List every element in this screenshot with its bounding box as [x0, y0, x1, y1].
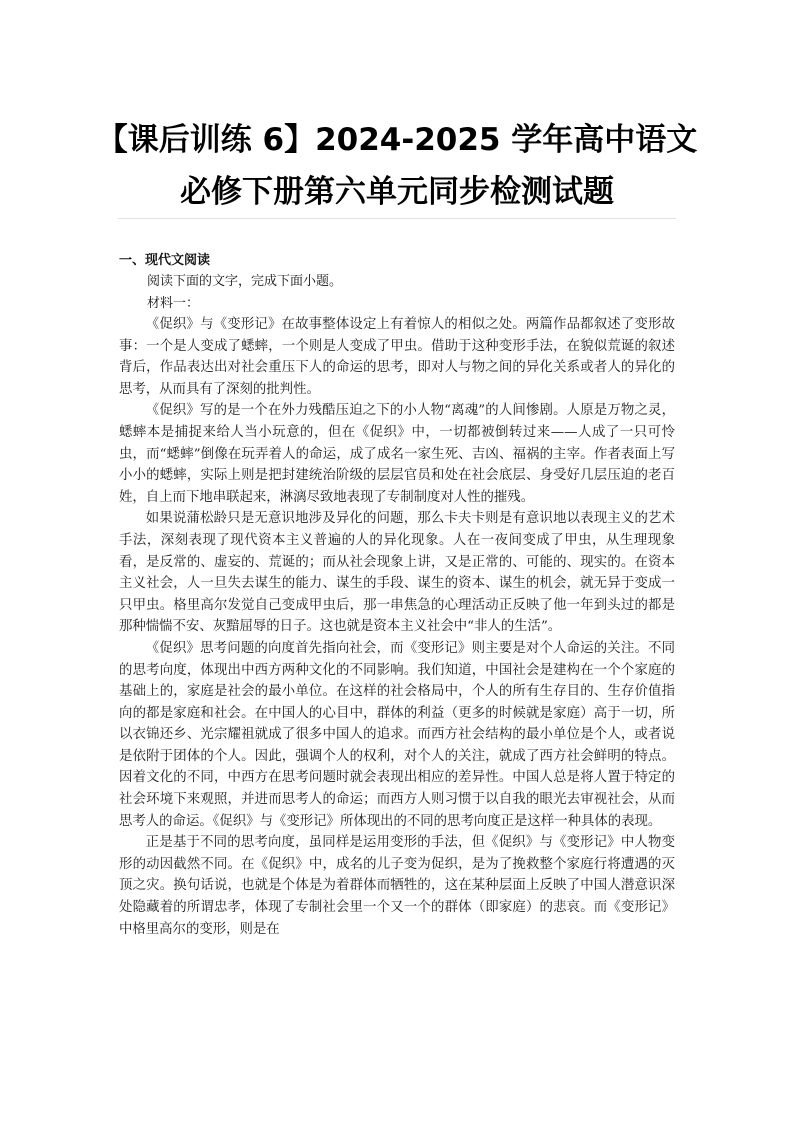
- title-line-2: 必修下册第六单元同步检测试题: [180, 174, 614, 210]
- passage-paragraph-4: 《促织》思考问题的向度首先指向社会，而《变形记》则主要是对个人命运的关注。不同的思考向度，体现出中西方两种文化的不同影响。我们知道，中国社会是建构在一个个家庭的基础上的，家庭是社会的最小单位。在这样的社会格局中，个人的所有生存目的、生存价值指向的都是家庭和社会。在中国人的心目中，群体的利益（更多的时候就是家庭）高于一切，所以衣锦还乡、光宗耀祖就成了很多中国人的追求。而西方社会结构的最小单位是个人，或者说是依附于团体的个人。因此，强调个人的权利，对个人的关注，就成了西方社会鲜明的特点。因着文化的不同，中西方在思考问题时就会表现出相应的差异性。中国人总是将人置于特定的社会环境下来观照，并进而思考人的命运；而西方人则习惯于以自我的眼光去审视社会，从而思考人的命运。《促织》与《变形记》所体现出的不同的思考向度正是这样一种具体的表现。: [119, 640, 675, 829]
- title-line-1: 【课后训练 6】2024-2025 学年高中语文: [96, 122, 698, 158]
- passage-paragraph-2: 《促织》写的是一个在外力残酷压迫之下的小人物“离魂”的人间惨剧。人原是万物之灵，蟋蟀本是捕捉来给人当小玩意的，但在《促织》中，一切都被倒转过来——人成了一只可怜虫，而“蟋蟀”倒像在玩弄着人的命运，成了成名一家生死、吉凶、福祸的主宰。作者表面上写小小的蟋蟀，实际上则是把封建统治阶级的层层官员和处在社会底层、身受好几层压迫的老百姓，自上而下地串联起来，淋漓尽致地表现了专制制度对人性的摧残。: [119, 403, 675, 505]
- passage-paragraph-1: 《促织》与《变形记》在故事整体设定上有着惊人的相似之处。两篇作品都叙述了变形故事：一个是人变成了蟋蟀，一个则是人变成了甲虫。借助于这种变形手法，在貌似荒诞的叙述背后，作品表达出对社会重压下人的命运的思考，即对人与物之间的异化关系或者人的异化的思考，从而具有了深刻的批判性。: [119, 317, 675, 397]
- passage-paragraph-5: 正是基于不同的思考向度，虽同样是运用变形的手法，但《促织》与《变形记》中人物变形的动因截然不同。在《促织》中，成名的儿子变为促织，是为了挽救整个家庭行将遭遇的灭顶之灾。换句话说，也就是个体是为着群体而牺牲的，这在某种层面上反映了中国人潜意识深处隐藏着的所谓忠孝，体现了专制社会里一个又一个的群体（即家庭）的悲哀。而《变形记》中格里高尔的变形，则是在: [119, 835, 675, 937]
- reading-instruction: 阅读下面的文字，完成下面小题。: [147, 274, 343, 289]
- passage-body: [119, 314, 675, 940]
- passage-paragraph-3: 如果说蒲松龄只是无意识地涉及异化的问题，那么卡夫卡则是有意识地以表现主义的艺术手法，深刻表现了现代资本主义普遍的人的异化现象。人在一夜间变成了甲虫，从生理现象看，是反常的、虚妄的、荒诞的；而从社会现象上讲，又是正常的、可能的、现实的。在资本主义社会，人一旦失去谋生的能力、谋生的手段、谋生的资本、谋生的机会，就无异于变成一只甲虫。格里高尔发觉自己变成甲虫后，那一串焦急的心理活动正反映了他一年到头过的都是那种惴惴不安、灰黯屈辱的日子。这也就是资本主义社会中“非人的生活”。: [119, 511, 675, 635]
- section-heading: 一、现代文阅读: [119, 253, 211, 268]
- title-divider: [118, 218, 676, 219]
- document-title: [60, 114, 734, 218]
- material-label: 材料一：: [147, 296, 200, 311]
